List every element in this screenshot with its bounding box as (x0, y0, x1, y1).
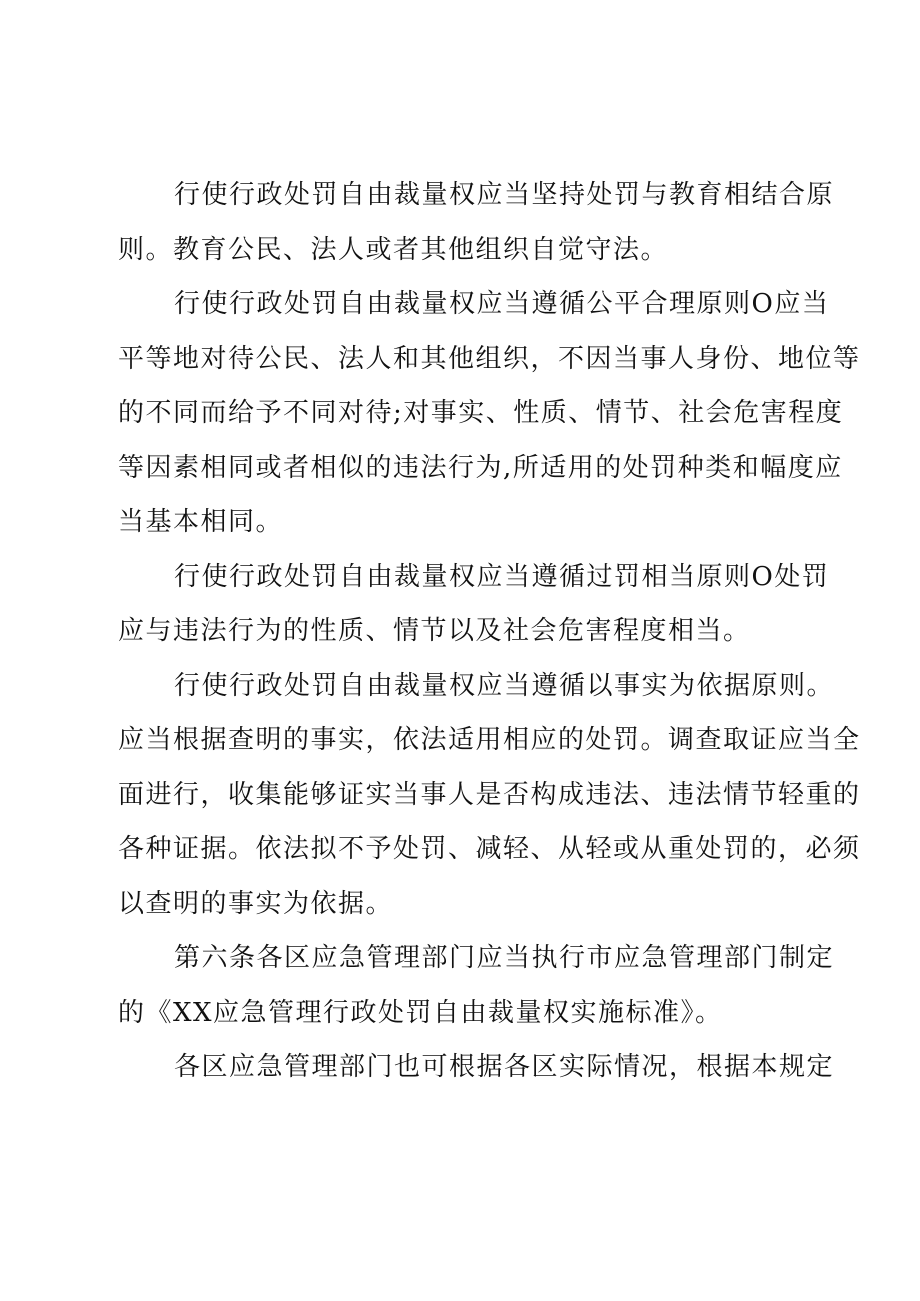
paragraph-fairness-principle (118, 277, 861, 550)
text-line: 的不同而给予不同对待;对事实、性质、情节、社会危害程度 (118, 398, 844, 428)
text-line: 应当根据查明的事实，依法适用相应的处罚。调查取证应当全 (118, 725, 861, 755)
paragraph-proportionality-principle (118, 550, 830, 659)
text-line: 行使行政处罚自由裁量权应当遵循以事实为依据原则。 (174, 670, 835, 701)
document-body (118, 168, 861, 1095)
text-line: 行使行政处罚自由裁量权应当遵循过罚相当原则O处罚 (174, 561, 830, 592)
text-line: 平等地对待公民、法人和其他组织，不因当事人身份、地位等 (118, 343, 861, 374)
text-line: 面进行，收集能够证实当事人是否构成违法、违法情节轻重的 (118, 779, 861, 810)
paragraph-article-six (118, 931, 835, 1040)
text-line: 第六条各区应急管理部门应当执行市应急管理部门制定 (174, 943, 835, 973)
text-line: 行使行政处罚自由裁量权应当坚持处罚与教育相结合原 (174, 180, 835, 210)
paragraph-fact-based-principle (118, 659, 861, 932)
paragraph-education-principle (118, 168, 835, 277)
text-line: 的《XX应急管理行政处罚自由裁量权实施标准》。 (118, 997, 723, 1028)
paragraph-district-discretion (118, 1040, 835, 1095)
text-line: 各种证据。依法拟不予处罚、减轻、从轻或从重处罚的，必须 (118, 834, 861, 864)
text-line: 则。教育公民、法人或者其他组织自觉守法。 (118, 234, 669, 265)
text-line: 当基本相同。 (118, 507, 284, 537)
text-line: 等因素相同或者相似的违法行为,所适用的处罚种类和幅度应 (118, 452, 843, 483)
text-line: 应与违法行为的性质、情节以及社会危害程度相当。 (118, 616, 751, 646)
text-line: 以查明的事实为依据。 (118, 888, 394, 919)
text-line: 行使行政处罚自由裁量权应当遵循公平合理原则O应当 (174, 289, 830, 319)
text-line: 各区应急管理部门也可根据各区实际情况，根据本规定 (174, 1052, 835, 1082)
